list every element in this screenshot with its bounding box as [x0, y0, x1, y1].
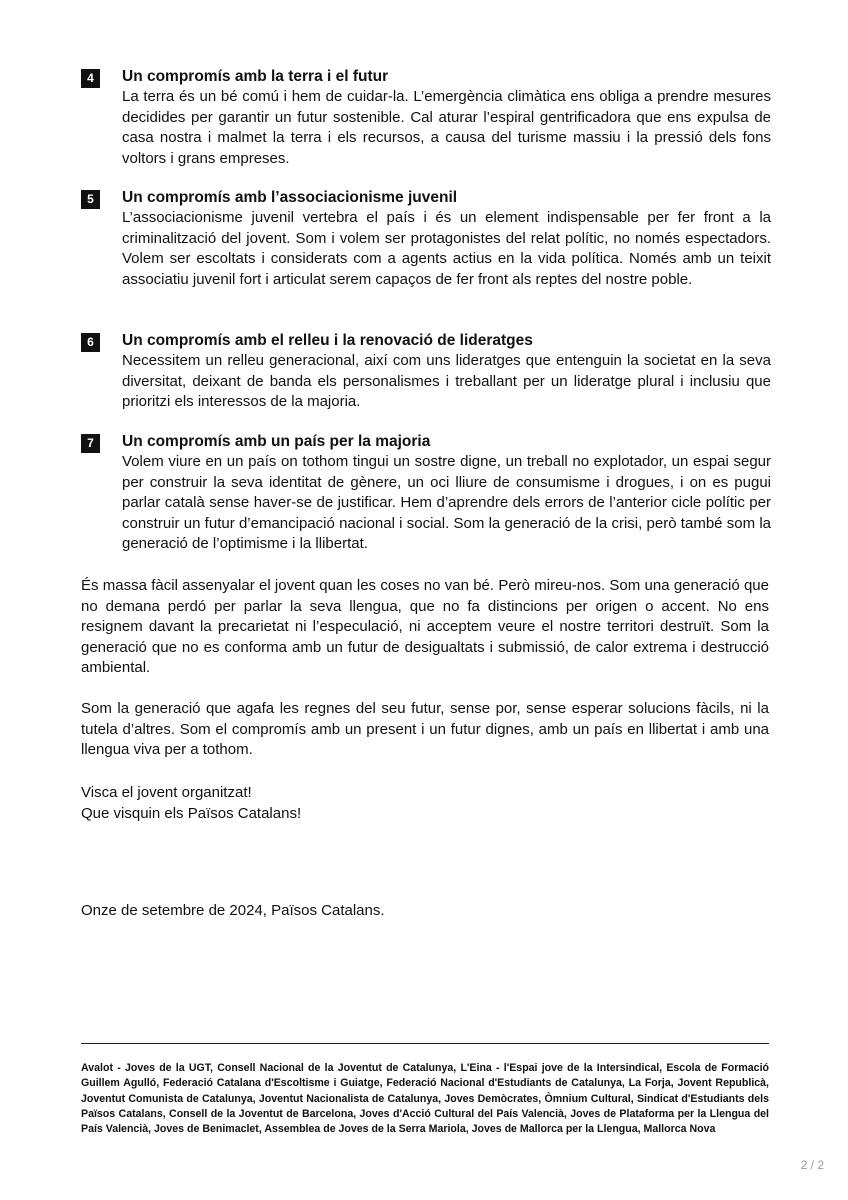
section-text: Necessitem un relleu generacional, així com uns lideratges que entenguin la societat en la seva diversitat, deixant de banda els personalismes i treballant per un lideratge plural i inclusiu que prioritzi els interessos de la majoria.: [122, 352, 771, 410]
section-number-badge: 4: [81, 69, 100, 88]
body-paragraph-2: Som la generació que agafa les regnes del seu futur, sense por, sense esperar solucions fàcils, ni la tutela d’altres. Som el compromís amb un present i un futur dignes, amb un país en llibertat i amb una llengua viva per a tothom.: [81, 700, 769, 758]
signatories-list: Avalot - Joves de la UGT, Consell Nacional de la Joventut de Catalunya, L'Eina - l'Espai jove de la Intersindical, Escola de Formació Guillem Agulló, Federació Catalana d'Escoltisme i Guiatge, Federació Nacional d'Estudiants de Catalunya, La Forja, Jovent Republicà, Joventut Comunista de Catalunya, Joventut Nacionalista de Catalunya, Joves Demòcrates, Òmnium Cultural, Sindicat d'Estudiants dels Països Catalans, Consell de la Joventut de Barcelona, Joves d'Acció Cultural del País Valencià, Joves de Plataforma per la Llengua del País Valencià, Joves de Benimaclet, Assemblea de Joves de la Serra Mariola, Joves de Mallorca per la Llengua, Mallorca Nova: [81, 1062, 769, 1136]
section-number-badge: 7: [81, 434, 100, 453]
section-4: [81, 66, 771, 169]
section-number-badge: 5: [81, 190, 100, 209]
date-place: Onze de setembre de 2024, Països Catalans.: [81, 902, 385, 919]
closing-line-1: Visca el jovent organitzat!: [81, 784, 252, 801]
section-5: [81, 187, 771, 290]
section-7: [81, 431, 771, 555]
section-number-badge: 6: [81, 333, 100, 352]
section-title: Un compromís amb la terra i el futur: [122, 68, 389, 85]
section-title: Un compromís amb el relleu i la renovació de lideratges: [122, 332, 533, 349]
section-title: Un compromís amb un país per la majoria: [122, 433, 431, 450]
section-text: Volem viure en un país on tothom tingui un sostre digne, un treball no explotador, un espai segur per construir la seva identitat de gènere, un oci lliure de consumisme i drogues, i on es pugui parlar català sense haver-se de justificar. Hem d’aprendre dels errors de l’anterior cicle polític per construir un futur d’emancipació nacional i social. Som la generació de la crisi, però també som la generació de l’optimisme i la llibertat.: [122, 453, 771, 552]
closing-slogans: [81, 782, 301, 824]
section-title: Un compromís amb l’associacionisme juvenil: [122, 189, 458, 206]
footer-divider: [81, 1043, 769, 1044]
page-number: 2 / 2: [800, 1158, 824, 1172]
body-paragraph-1: És massa fàcil assenyalar el jovent quan les coses no van bé. Però mireu-nos. Som una generació que no demana perdó per parlar la seva llengua, que no fa distincions per origen o accent. No ens resignem davant la precarietat ni l’especulació, ni acceptem veure el nostre territori destruït. Som la generació que no es conforma amb un futur de desigualtats i submissió, de calor extrema i destrucció ambiental.: [81, 577, 769, 676]
closing-line-2: Que visquin els Països Catalans!: [81, 805, 302, 822]
section-text: L’associacionisme juvenil vertebra el país i és un element indispensable per fer front a la criminalització del jovent. Som i volem ser protagonistes del relat polític, no només espectadors. Volem ser escoltats i considerats com a agents actius en la vida política. Només amb un teixit associatiu juvenil fort i articulat serem capaços de fer front als reptes del nostre poble.: [122, 209, 771, 288]
section-text: La terra és un bé comú i hem de cuidar-la. L’emergència climàtica ens obliga a prendre mesures decidides per garantir un futur sostenible. Cal aturar l’espiral gentrificadora que ens expulsa de casa nostra i malmet la terra i els recursos, a causa del turisme massiu i la pressió dels fons voltors i grans empreses.: [122, 88, 771, 167]
section-6: [81, 330, 771, 413]
